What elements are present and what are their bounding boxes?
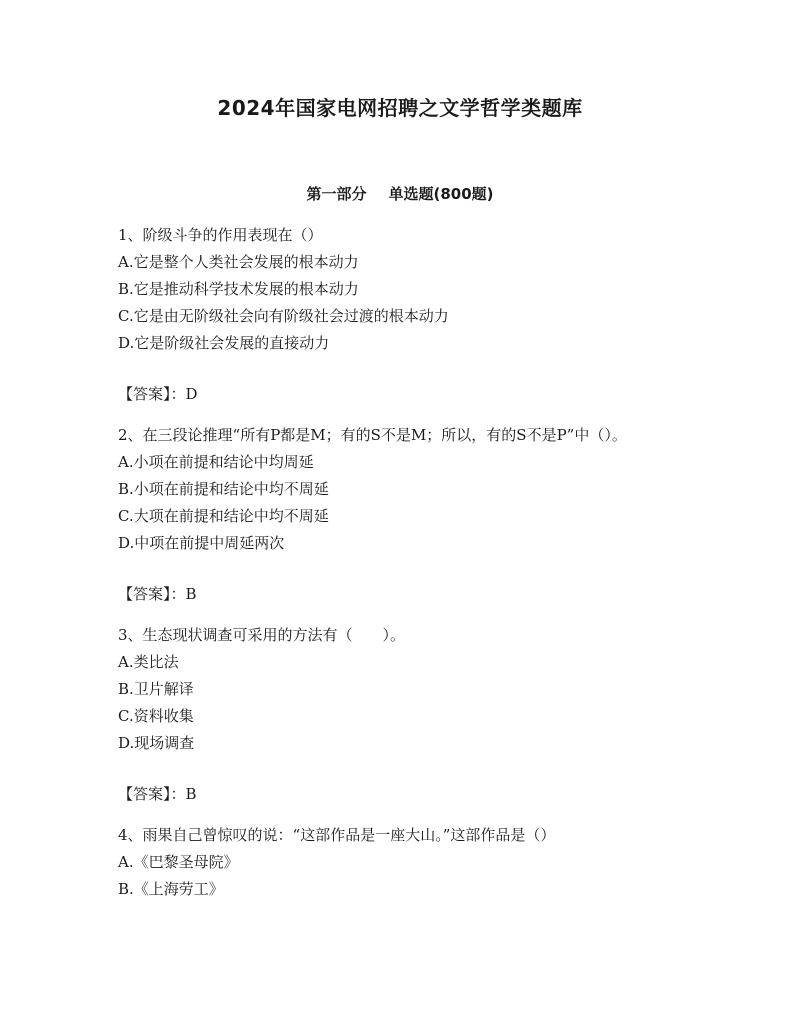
question-2 [118, 422, 688, 557]
answer-1 [118, 381, 688, 408]
option-c: C.它是由无阶级社会向有阶级社会过渡的根本动力 [118, 307, 449, 325]
option-c: C.大项在前提和结论中均不周延 [118, 507, 329, 525]
option-a: A.小项在前提和结论中均周延 [118, 453, 314, 471]
answer-value: B [185, 585, 197, 603]
section-part: 第一部分 [306, 185, 367, 203]
answer-label: 【答案】： [118, 385, 186, 403]
option-a: A.《巴黎圣母院》 [118, 853, 239, 871]
option-d: D.中项在前提中周延两次 [118, 534, 285, 552]
question-stem: 4、雨果自己曾惊叹的说：“这部作品是一座大山。”这部作品是（） [118, 826, 556, 844]
question-stem: 3、生态现状调查可采用的方法有（ ）。 [118, 626, 406, 644]
option-b: B.《上海劳工》 [118, 880, 224, 898]
question-3 [118, 622, 688, 757]
answer-2 [118, 581, 688, 608]
answer-value: B [185, 785, 197, 803]
question-list [118, 222, 688, 903]
answer-value: D [185, 385, 198, 403]
option-c: C.资料收集 [118, 707, 194, 725]
answer-label: 【答案】： [118, 785, 186, 803]
question-stem: 1、阶级斗争的作用表现在（） [118, 226, 323, 244]
option-b: B.卫片解译 [118, 680, 194, 698]
question-4 [118, 822, 688, 903]
option-d: D.现场调查 [118, 734, 195, 752]
option-a: A.类比法 [118, 653, 179, 671]
question-stem: 2、在三段论推理“所有P都是M；有的S不是M；所以，有的S不是P”中（）。 [118, 426, 627, 444]
option-a: A.它是整个人类社会发展的根本动力 [118, 253, 359, 271]
question-1 [118, 222, 688, 357]
option-b: B.它是推动科学技术发展的根本动力 [118, 280, 359, 298]
document-title: 2024年国家电网招聘之文学哲学类题库 [217, 96, 583, 120]
answer-3 [118, 781, 688, 808]
answer-label: 【答案】： [118, 585, 186, 603]
option-b: B.小项在前提和结论中均不周延 [118, 480, 329, 498]
section-heading [0, 183, 800, 204]
section-name: 单选题(800题) [388, 185, 494, 203]
option-d: D.它是阶级社会发展的直接动力 [118, 334, 330, 352]
